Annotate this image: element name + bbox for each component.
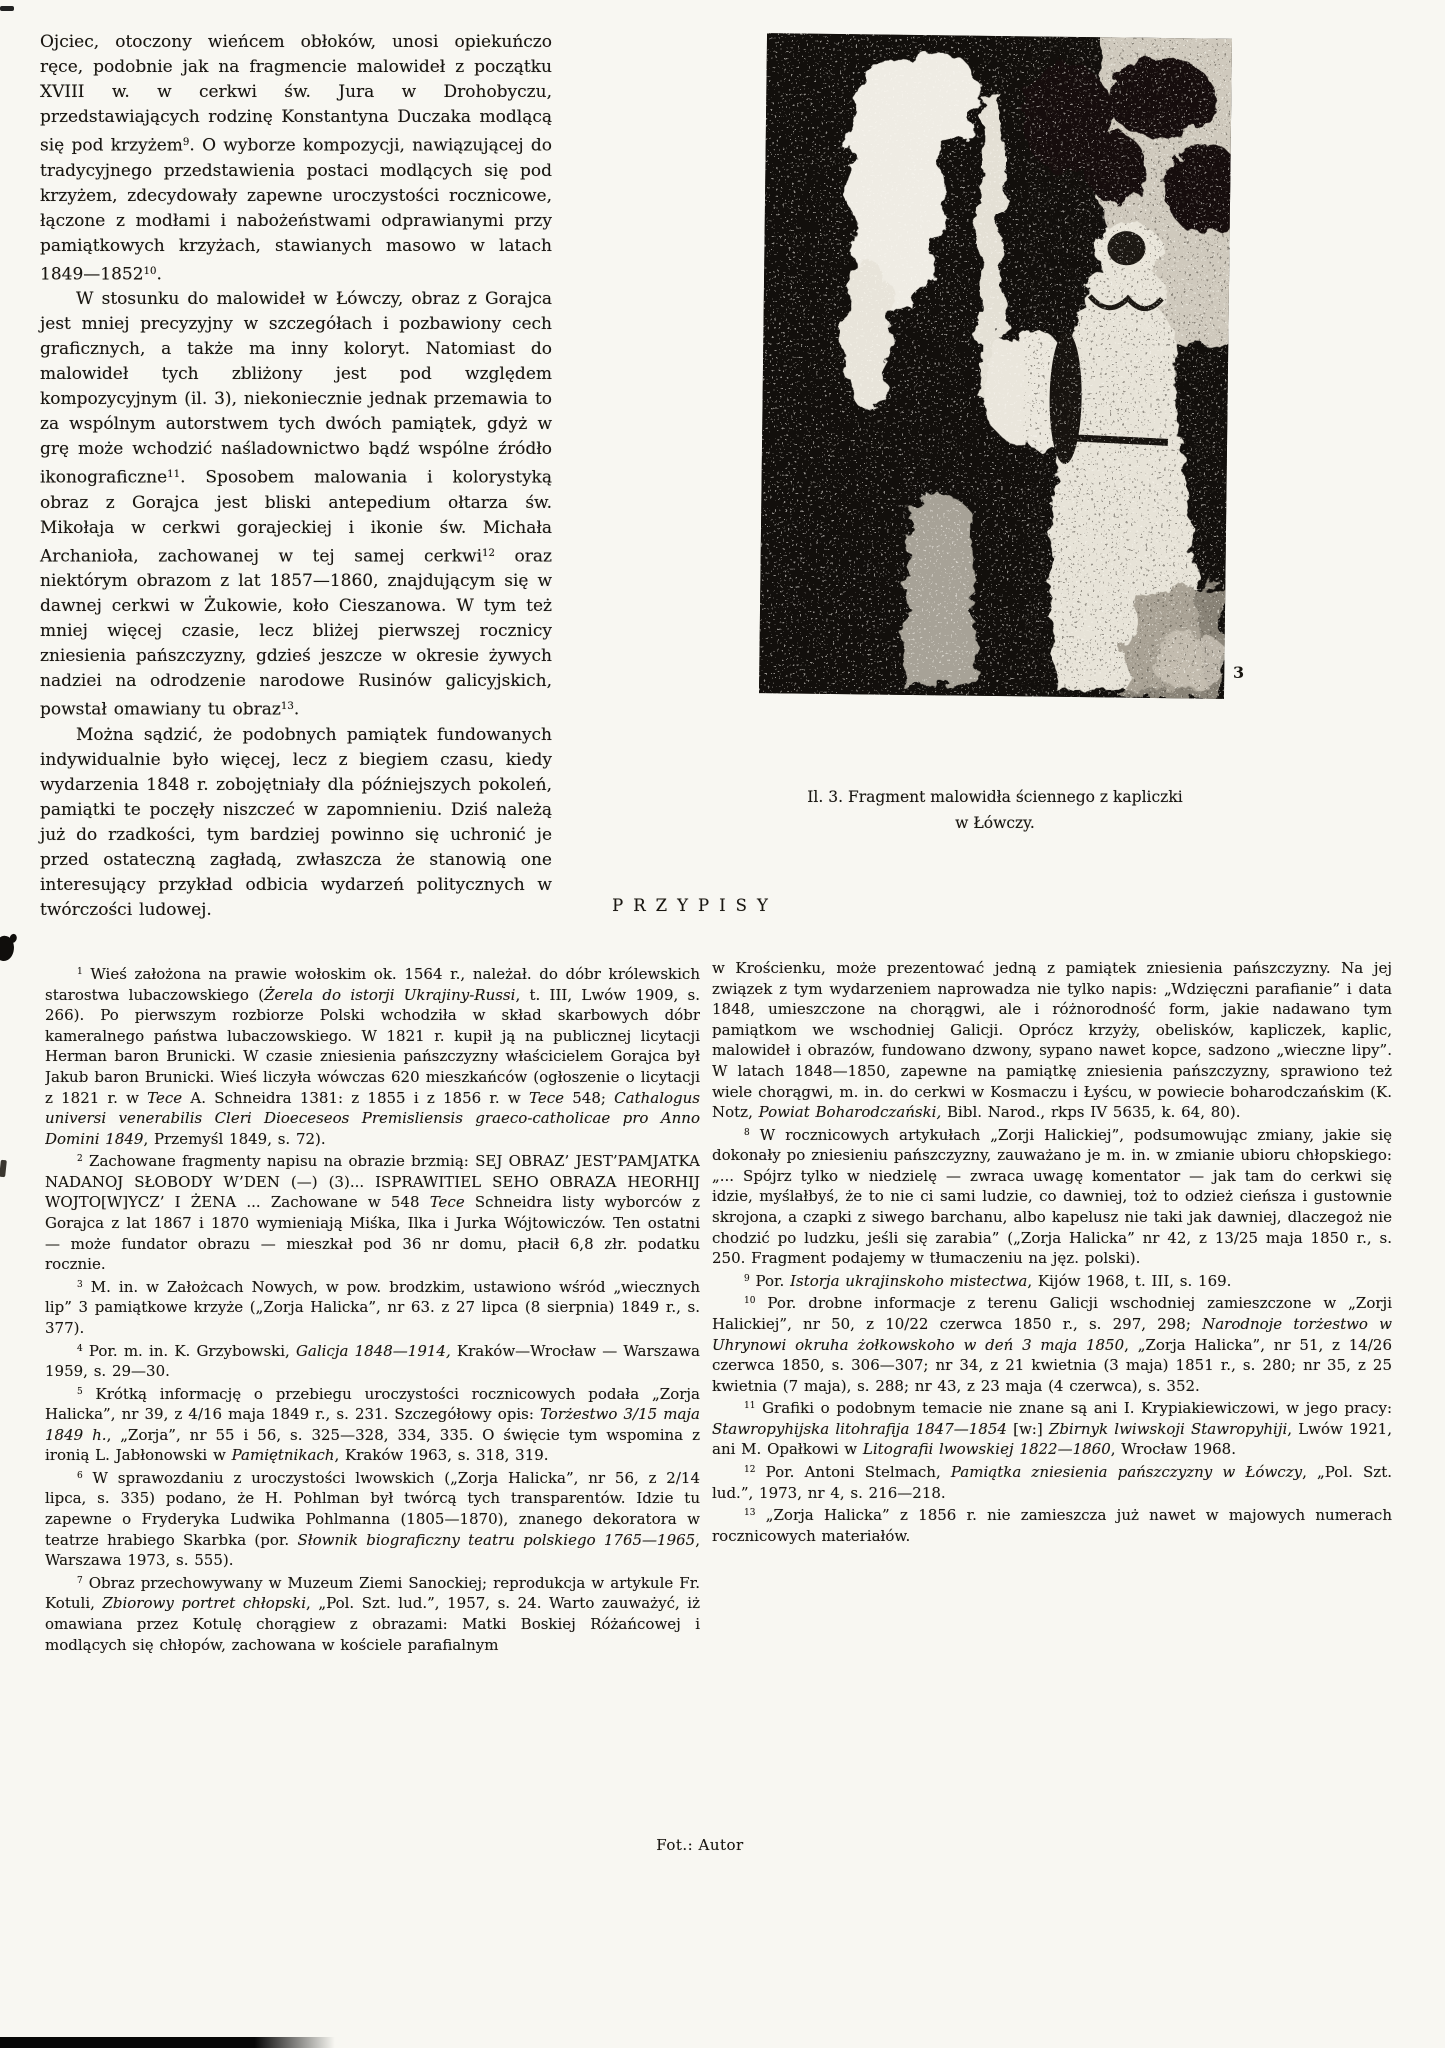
footnote-7: $^7$ Obraz przechowywany w Muzeum Ziemi Sanockiej; reprodukcja w artykule Fr. Kotuli, Zbiorowy portret chłopski, „Pol. Szt. lud.”, 1957, s. 24. Warto zauważyć, iż omawiana przez Kotulę chorągiew z obrazami: Matki Boskiej Różańcowej i modlących się chłopów, zachowana w kościele parafialnym: [45, 1573, 700, 1654]
footnote-12: $^{12}$ Por. Antoni Stelmach, Pamiątka zniesienia pańszczyzny w Łówczy, „Pol. Szt. lud.”, 1973, nr 4, s. 216—218.: [712, 1462, 1392, 1502]
scan-artifact-bottom-bar: [0, 2037, 335, 2048]
footnotes-column-right: [712, 958, 1392, 1843]
footnote-13: $^{13}$ „Zorja Halicka” z 1856 r. nie zamieszcza już nawet w majowych numerach rocznicowych materiałów.: [712, 1506, 1392, 1545]
scan-artifact-ink-mark: [0, 1160, 7, 1178]
photo-credit: Fot.: Autor: [656, 1836, 744, 1854]
article-text-column: [40, 30, 552, 923]
wall-painting-photo: [759, 33, 1232, 699]
footnote-8: $^8$ W rocznicowych artykułach „Zorji Halickiej”, podsumowując zmiany, jakie się dokonały po zniesieniu pańszczyzny, zauważano je m. in. w zmianie ubioru chłopskiego: „... Spójrz tylko w niedzielę — zwraca uwagę komentator — jak tam do cerkwi się idzie, myślałbyś, że to nie ci sami ludzie, co dawniej, toż to odzież cieńsza i gustownie skrojona, a czapki z siwego barchanu, albo kapelusz nie taki jak dawniej, dlaczegoż nie chodzić po ludzku, jeśli się zarabia” („Zorja Halicka” nr 42, z 13/25 maja 1850 r., s. 250. Fragment podajemy w tłumaczeniu na jęz. polski).: [712, 1125, 1392, 1268]
body-paragraph-3: Można sądzić, że podobnych pamiątek fundowanych indywidualnie było więcej, lecz z biegiem czasu, kiedy wydarzenia 1848 r. zobojętniały dla późniejszych pokoleń, pamiątki te poczęły niszczeć w zapomnieniu. Dziś należą już do rzadkości, tym bardziej powinno się uchronić je przed ostateczną zagładą, zwłaszcza że stanowią one interesujący przykład odbicia wydarzeń politycznych w twórczości ludowej.: [40, 725, 552, 921]
footnote-4: $^4$ Por. m. in. K. Grzybowski, Galicja 1848—1914, Kraków—Wrocław — Warszawa 1959, s. 29—30.: [45, 1341, 700, 1381]
footnote-6: $^6$ W sprawozdaniu z uroczystości lwowskich („Zorja Halicka”, nr 56, z 2/14 lipca, s. 335) podano, że H. Pohlman był twórcą tych transparentów. Idzie tu zapewne o Fryderyka Ludwika Pohlmanna (1805—1870), znanego dekoratora w teatrze hrabiego Skarbka (por. Słownik biograficzny teatru polskiego 1765—1965, Warszawa 1973, s. 555).: [45, 1468, 700, 1570]
figure-number: 3: [1233, 663, 1245, 682]
body-paragraph-2: W stosunku do malowideł w Łówczy, obraz z Gorajca jest mniej precyzyjny w szczegółach i pozbawiony cech graficznych, a także ma inny koloryt. Natomiast do malowideł tych zbliżony jest pod względem kompozycyjnym (il. 3), niekoniecznie jednak przemawia to za wspólnym autorstwem tych dwóch pamiątek, gdyż w grę może wchodzić naśladownictwo bądź wspólne źródło ikonograficzne$^{11}$. Sposobem malowania i kolorystyką obraz z Gorajca jest bliski antepedium ołtarza św. Mikołaja w cerkwi gorajeckiej i ikonie św. Michała Archanioła, zachowanej w tej samej cerkwi$^{12}$ oraz niektórym obrazom z lat 1857—1860, znajdującym się w dawnej cerkwi w Żukowie, koło Cieszanowa. W tym też mniej więcej czasie, lecz bliżej pierwszej rocznicy zniesienia pańszczyzny, gdzieś jeszcze w okresie żywych nadziei na odrodzenie narodowe Rusinów galicyjskich, powstał omawiany tu obraz$^{13}$.: [40, 289, 553, 721]
footnote-5: $^5$ Krótką informację o przebiegu uroczystości rocznicowych podała „Zorja Halicka”, nr 39, z 4/16 maja 1849 r., s. 231. Szczegółowy opis: Torżestwo 3/15 maja 1849 h., „Zorja”, nr 55 i 56, s. 325—328, 334, 335. O święcie tym wspomina z ironią L. Jabłonowski w Pamiętnikach, Kraków 1963, s. 318, 319.: [45, 1384, 700, 1465]
figure-caption-line-1: Il. 3. Fragment malowidła ściennego z kapliczki: [807, 788, 1183, 806]
footnote-10: $^{10}$ Por. drobne informacje z terenu Galicji wschodniej zamieszczone w „Zorji Halickiej”, nr 50, z 10/22 czerwca 1850 r., s. 297, 298; Narodnoje torżestwo w Uhrynowi okruha żołkowskoho w deń 3 maja 1850, „Zorja Halicka”, nr 51, z 14/26 czerwca 1850, s. 306—307; nr 34, z 21 kwietnia (3 maja) 1851 r., s. 280; nr 35, z 25 kwietnia (7 maja), s. 288; nr 43, z 23 maja (4 czerwca), s. 352.: [712, 1294, 1392, 1395]
scan-artifact-ink-blot: [0, 934, 17, 963]
footnote-7-continuation: w Krościenku, może prezentować jedną z pamiątek zniesienia pańszczyzny. Na jej związek z tym wydarzeniem naprowadza nie tylko napis: „Wdzięczni parafianie” i data 1848, umieszczone na chorągwi, ale i różnorodność form, jakie nadawano tym pamiątkom we wschodniej Galicji. Oprócz krzyży, obelisków, kapliczek, kaplic, malowideł i obrazów, fundowano dzwony, sypano nawet kopce, sadzono „wieczne lipy”. W latach 1848—1850, zapewne na pamiątkę zniesienia pańszczyzny, sprawiono też wiele chorągwi, m. in. do cerkwi w Kosmaczu i Łyścu, w powiecie boharodczańskim (K. Notz, Powiat Boharodczański, Bibl. Narod., rkps IV 5635, k. 64, 80).: [712, 959, 1392, 1122]
figure-image: [759, 33, 1232, 699]
footnote-11: $^{11}$ Grafiki o podobnym temacie nie znane są ani I. Krypiakiewiczowi, w jego pracy: Stawropyhijska litohrafija 1847—1854 [w:] Zbirnyk lwiwskoji Stawropyhiji, Lwów 1921, ani M. Opałkowi w Litografii lwowskiej 1822—1860, Wrocław 1968.: [712, 1399, 1392, 1459]
body-paragraph-1: Ojciec, otoczony wieńcem obłoków, unosi opiekuńczo ręce, podobnie jak na fragmencie malowideł z początku XVIII w. w cerkwi św. Jura w Drohobyczu, przedstawiających rodzinę Konstantyna Duczaka modlącą się pod krzyżem$^9$. O wyborze kompozycji, nawiązującej do tradycyjnego przedstawienia postaci modlących się pod krzyżem, zdecydowały zapewne uroczystości rocznicowe, łączone z modłami i nabożeństwami odprawianymi przy pamiątkowych krzyżach, stawianych masowo w latach 1849—1852$^{10}$.: [40, 32, 552, 285]
footnote-9: $^9$ Por. Istorja ukrajinskoho mistectwa, Kijów 1968, t. III, s. 169.: [744, 1271, 1232, 1290]
footnotes-column-left: [45, 962, 700, 1842]
footnote-1: $^1$ Wieś założona na prawie wołoskim ok. 1564 r., należał. do dóbr królewskich starostwa lubaczowskiego (Żerela do istorji Ukrajiny-Russi, t. III, Lwów 1909, s. 266). Po pierwszym rozbiorze Polski wchodziła w skład skarbowych dóbr kameralnego państwa lubaczowskiego. W 1821 r. kupił ją na publicznej licytacji Herman baron Brunicki. W czasie zniesienia pańszczyzny właścicielem Gorajca był Jakub baron Brunicki. Wieś liczyła wówczas 620 mieszkańców (ogłoszenie o licytacji z 1821 r. w Tece A. Schneidra 1381: z 1855 i z 1856 r. w Tece 548; Cathalogus universi venerabilis Cleri Dioeceseos Premisliensis graeco-catholicae pro Anno Domini 1849, Przemyśl 1849, s. 72).: [45, 964, 700, 1148]
figure-caption-line-2: w Łówczy.: [955, 814, 1035, 832]
footnote-2: $^2$ Zachowane fragmenty napisu na obrazie brzmią: SEJ OBRAZ’ JEST’PAMJATKA NADANOJ SŁOBODY W’DEN (—) (3)... ISPRAWITIEL SEHO OBRAZA HEORHIJ WOJTO[W]YCZ’ I ŻENA ... Zachowane w 548 Tece Schneidra listy wyborców z Gorajca z lat 1867 i 1870 wymieniają Miśka, Ilka i Jurka Wójtowiczów. Ten ostatni — może fundator obrazu — mieszkał pod 36 nr domu, płacił 6,8 złr. podatku rocznie.: [45, 1152, 700, 1274]
figure-caption: [755, 784, 1235, 836]
footnote-3: $^3$ M. in. w Założcach Nowych, w pow. brodzkim, ustawiono wśród „wiecznych lip” 3 pamiątkowe krzyże („Zorja Halicka”, nr 63. z 27 lipca (8 sierpnia) 1849 r., s. 377).: [45, 1277, 700, 1337]
scan-artifact-top-left: [0, 6, 14, 11]
footnotes-heading: PRZYPISY: [612, 896, 778, 915]
